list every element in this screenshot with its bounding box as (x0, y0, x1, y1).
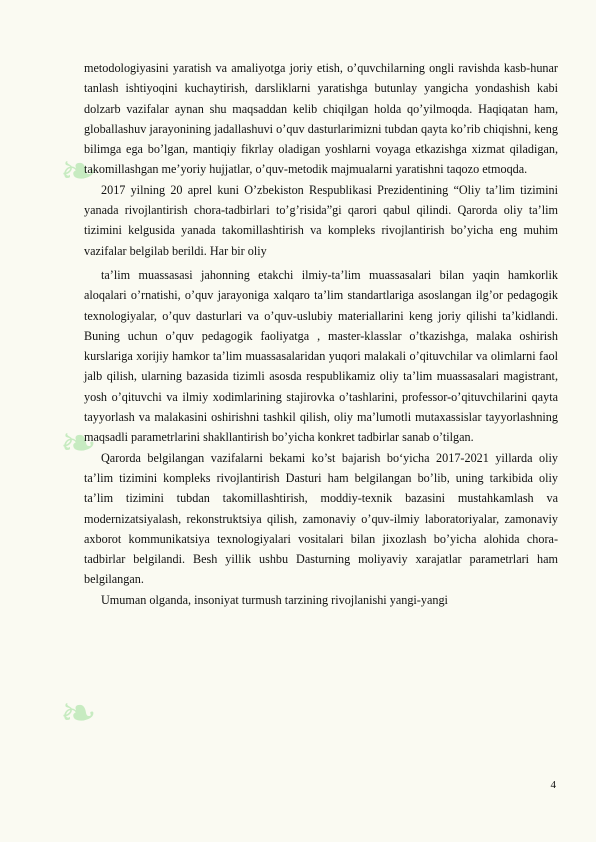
watermark-icon: ❧ (60, 146, 97, 197)
page-number: 4 (550, 779, 556, 791)
body-text (84, 58, 558, 610)
paragraph-5: Umuman olganda, insoniyat turmush tarzining rivojlanishi yangi-yangi (101, 592, 448, 607)
watermark-icon: ❧ (60, 688, 97, 739)
watermark-icon: ❧ (60, 418, 97, 469)
paragraph-4: Qarorda belgilangan vazifalarni bekami ko’st bajarish bo‘yicha 2017-2021 yillarda oliy ta’lim tizimini kompleks rivojlantirish Dasturi ham belgilangan bo’lib, uning tarkibida oliy ta’lim tizimini tubdan takomillashtirish, moddiy-texnik bazasini mustahkamlash va modernizatsiyalash, rekonstruktsiya qilish, zamonaviy o’quv-ilmiy laboratoriyalar, zamonaviy axborot kommunikatsiya texnologiyalari vositalari bilan jixozlash bo’yicha alohida chora-tadbirlar belgilandi. Besh yillik ushbu Dasturning moliyaviy xarajatlar parametrlari ham belgilangan. (84, 450, 558, 587)
paragraph-3: ta’lim muassasasi jahonning etakchi ilmiy-ta’lim muassasalari bilan yaqin hamkorlik aloqalari o’rnatishi, o’quv jarayoniga xalqaro ta’lim standartlariga asoslangan ilg’or pedagogik texnologiyalar, o’quv dasturlari va o’quv-uslubiy materiallarini keng joriy qilishi ta’kidlandi. Buning uchun o’quv pedagogik faoliyatga , master-klasslar o’tkazishga, malaka oshirish kurslariga xorijiy hamkor ta’lim muassasalaridan yuqori malakali o’qituvchilar va olimlarni faol jalb qilish, ularning bazasida tizimli asosda respublikamiz oliy ta’lim muassasalari magistrant, yosh o’qituvchi va ilmiy xodimlarining stajirovka o’tashlarini, professor-o’qituvchilarini qayta tayyorlash va malakasini oshirishni tashkil qilish, oliy ma’lumotli mutaxassislar tayyorlashning maqsadli parametrlarini shakllantirish bo’yicha konkret tadbirlar sanab o’tilgan. (84, 267, 558, 445)
paragraph-1: metodologiyasini yaratish va amaliyotga joriy etish, o’quvchilarning ongli ravishda kasb-hunar tanlash ishtiyoqini kuchaytirish, darsliklarni yaratishga butunlay yangicha yondashish kabi dolzarb vazifalar aynan shu maqsaddan kelib chiqilgan holda qo’yilmoqda. Haqiqatan ham, globallashuv jarayonining jadallashuvi o’quv dasturlarimizni tubdan qayta ko’rib chiqishni, keng bilimga ega bo’lgan, mantiqiy fikrlay oladigan yoshlarni voyaga etkazishga xizmat qiladigan, takomillashgan me’yoriy hujjatlar, o’quv-metodik majmualarni yaratishni taqozo etmoqda. (84, 61, 558, 177)
paragraph-2: 2017 yilning 20 aprel kuni O’zbekiston Respublikasi Prezidentining “Oliy ta’lim tizimini yanada rivojlantirish chora-tadbirlari to’g’risida”gi qarori qabul qilindi. Qarorda oliy ta’lim tizimini kelgusida yanada takomillashtirish va kompleks rivojlantirish bo’yicha eng muhim vazifalar belgilab berildi. Har bir oliy (84, 182, 558, 258)
